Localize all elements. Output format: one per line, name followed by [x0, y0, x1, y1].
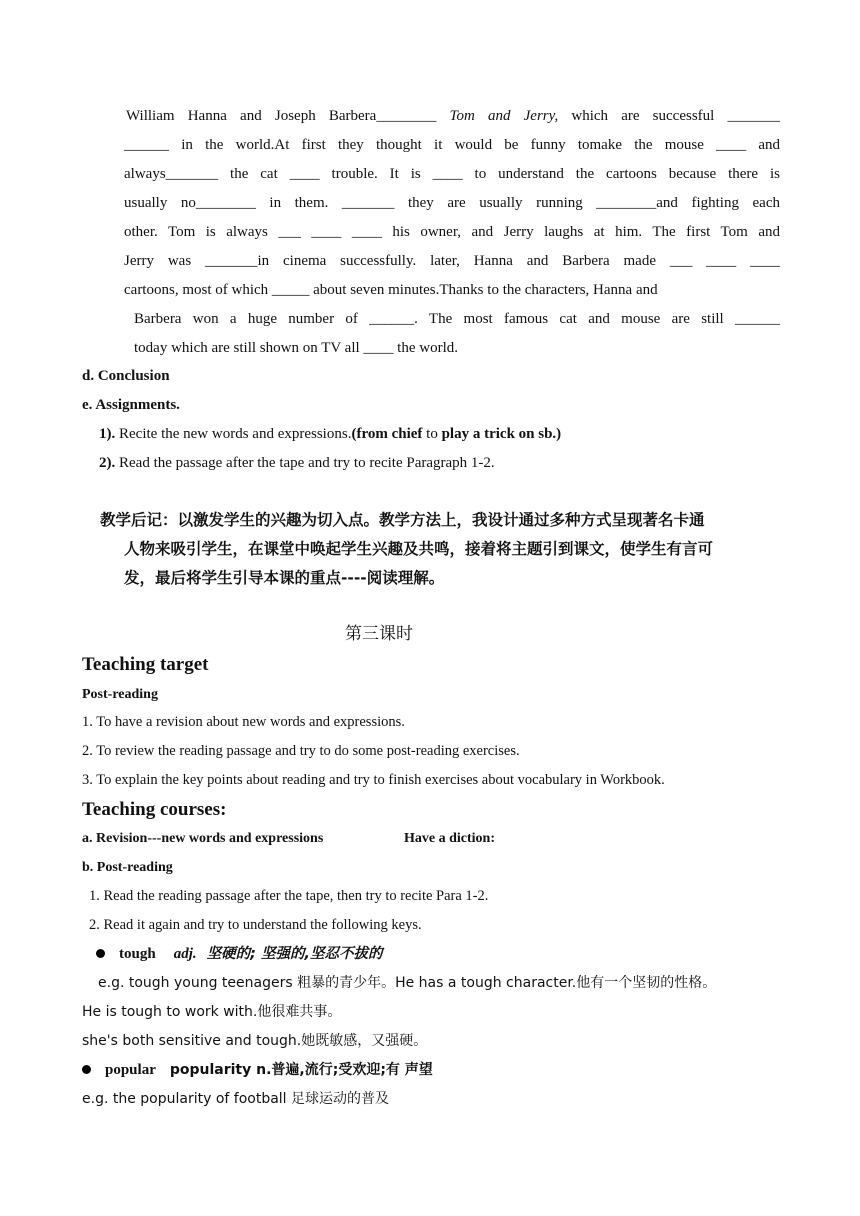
assignment-item-2 — [99, 449, 495, 478]
key-word: popular — [105, 1062, 156, 1078]
passage-line-8: Barbera won a huge number of ______. The most famous cat and mouse are still ______ — [134, 311, 780, 327]
post-reading-subheading: Post-reading — [82, 687, 158, 702]
item-text: Read the passage after the tape and try to recite Paragraph 1-2. — [115, 455, 495, 471]
post-reading-item: b. Post-reading — [82, 860, 173, 875]
passage-line-1 — [126, 102, 780, 131]
passage-line-6: Jerry was _______in cinema successfully. later, Hanna and Barbera made ___ ____ ____ — [124, 253, 780, 269]
target-item-2: 2. To review the reading passage and try to do some post-reading exercises. — [82, 743, 520, 759]
item-text: Recite the new words and expressions. — [115, 426, 352, 442]
passage-line-2: ______ in the world.At first they thought it would be funny tomake the mouse ____ and — [124, 137, 780, 153]
passage-text: which are successful _______ — [558, 108, 780, 124]
key-word: tough — [119, 946, 156, 962]
teaching-notes-line-1: 教学后记：以激发学生的兴趣为切入点。教学方法上，我设计通过多种方式呈现著名卡通 — [100, 511, 705, 529]
post-reading-step-1: 1. Read the reading passage after the tape, then try to recite Para 1-2. — [89, 888, 489, 904]
key-meaning: popularity n.普遍,流行;受欢迎;有 声望 — [169, 1062, 433, 1078]
key-meaning: 坚硬的; 坚强的,坚忍不拔的 — [206, 946, 383, 962]
revision-item: a. Revision---new words and expressions — [82, 831, 324, 846]
teaching-notes-line-3: 发，最后将学生引导本课的重点----阅读理解。 — [124, 569, 445, 587]
part-of-speech: adj. — [173, 946, 197, 962]
item-text: (from — [351, 426, 392, 442]
conclusion-heading: d. Conclusion — [82, 368, 170, 384]
passage-line-4: usually no________ in them. _______ they are usually running ________and fighting each — [124, 195, 780, 211]
passage-line-5: other. Tom is always ___ ____ ____ his owner, and Jerry laughs at him. The first Tom and — [124, 224, 780, 240]
key-tough — [96, 940, 382, 969]
bullet-icon — [96, 949, 105, 958]
keyword-chief: chief — [391, 426, 423, 442]
item-text: to — [422, 426, 442, 442]
example-2: He is tough to work with.他很难共事。 — [82, 1004, 342, 1020]
teaching-target-heading: Teaching target — [82, 654, 209, 675]
teaching-courses-heading: Teaching courses: — [82, 799, 227, 820]
passage-text: William Hanna and Joseph Barbera________ — [126, 108, 450, 124]
keyword-play-a-trick: play a trick on sb.) — [441, 426, 562, 442]
title-tom-and-jerry: Tom and Jerry, — [449, 108, 559, 124]
key-popular — [82, 1056, 433, 1085]
target-item-1: 1. To have a revision about new words and expressions. — [82, 714, 405, 730]
passage-line-7: cartoons, most of which _____ about seven minutes.Thanks to the characters, Hanna and — [124, 282, 658, 298]
assignment-item-1 — [99, 420, 561, 449]
passage-line-9: today which are still shown on TV all ____ the world. — [134, 340, 458, 356]
post-reading-step-2: 2. Read it again and try to understand the following keys. — [89, 917, 422, 933]
assignments-heading: e. Assignments. — [82, 397, 180, 413]
example-3: she's both sensitive and tough.她既敏感，又强硬。 — [82, 1033, 428, 1049]
example-4: e.g. the popularity of football 足球运动的普及 — [82, 1091, 390, 1107]
teaching-notes-line-2: 人物来吸引学生，在课堂中唤起学生兴趣及共鸣，接着将主题引到课文，使学生有言可 — [124, 540, 714, 558]
item-number: 2). — [99, 455, 116, 471]
passage-line-3: always_______ the cat ____ trouble. It is ____ to understand the cartoons because there is — [124, 166, 780, 182]
diction-label: Have a diction: — [404, 831, 495, 846]
target-item-3: 3. To explain the key points about reading and try to finish exercises about vocabulary in Workbook. — [82, 772, 665, 788]
bullet-icon — [82, 1065, 91, 1074]
example-1: e.g. tough young teenagers 粗暴的青少年。He has a tough character.他有一个坚韧的性格。 — [98, 975, 717, 991]
lesson-title: 第三课时 — [345, 624, 413, 644]
item-number: 1). — [99, 426, 116, 442]
